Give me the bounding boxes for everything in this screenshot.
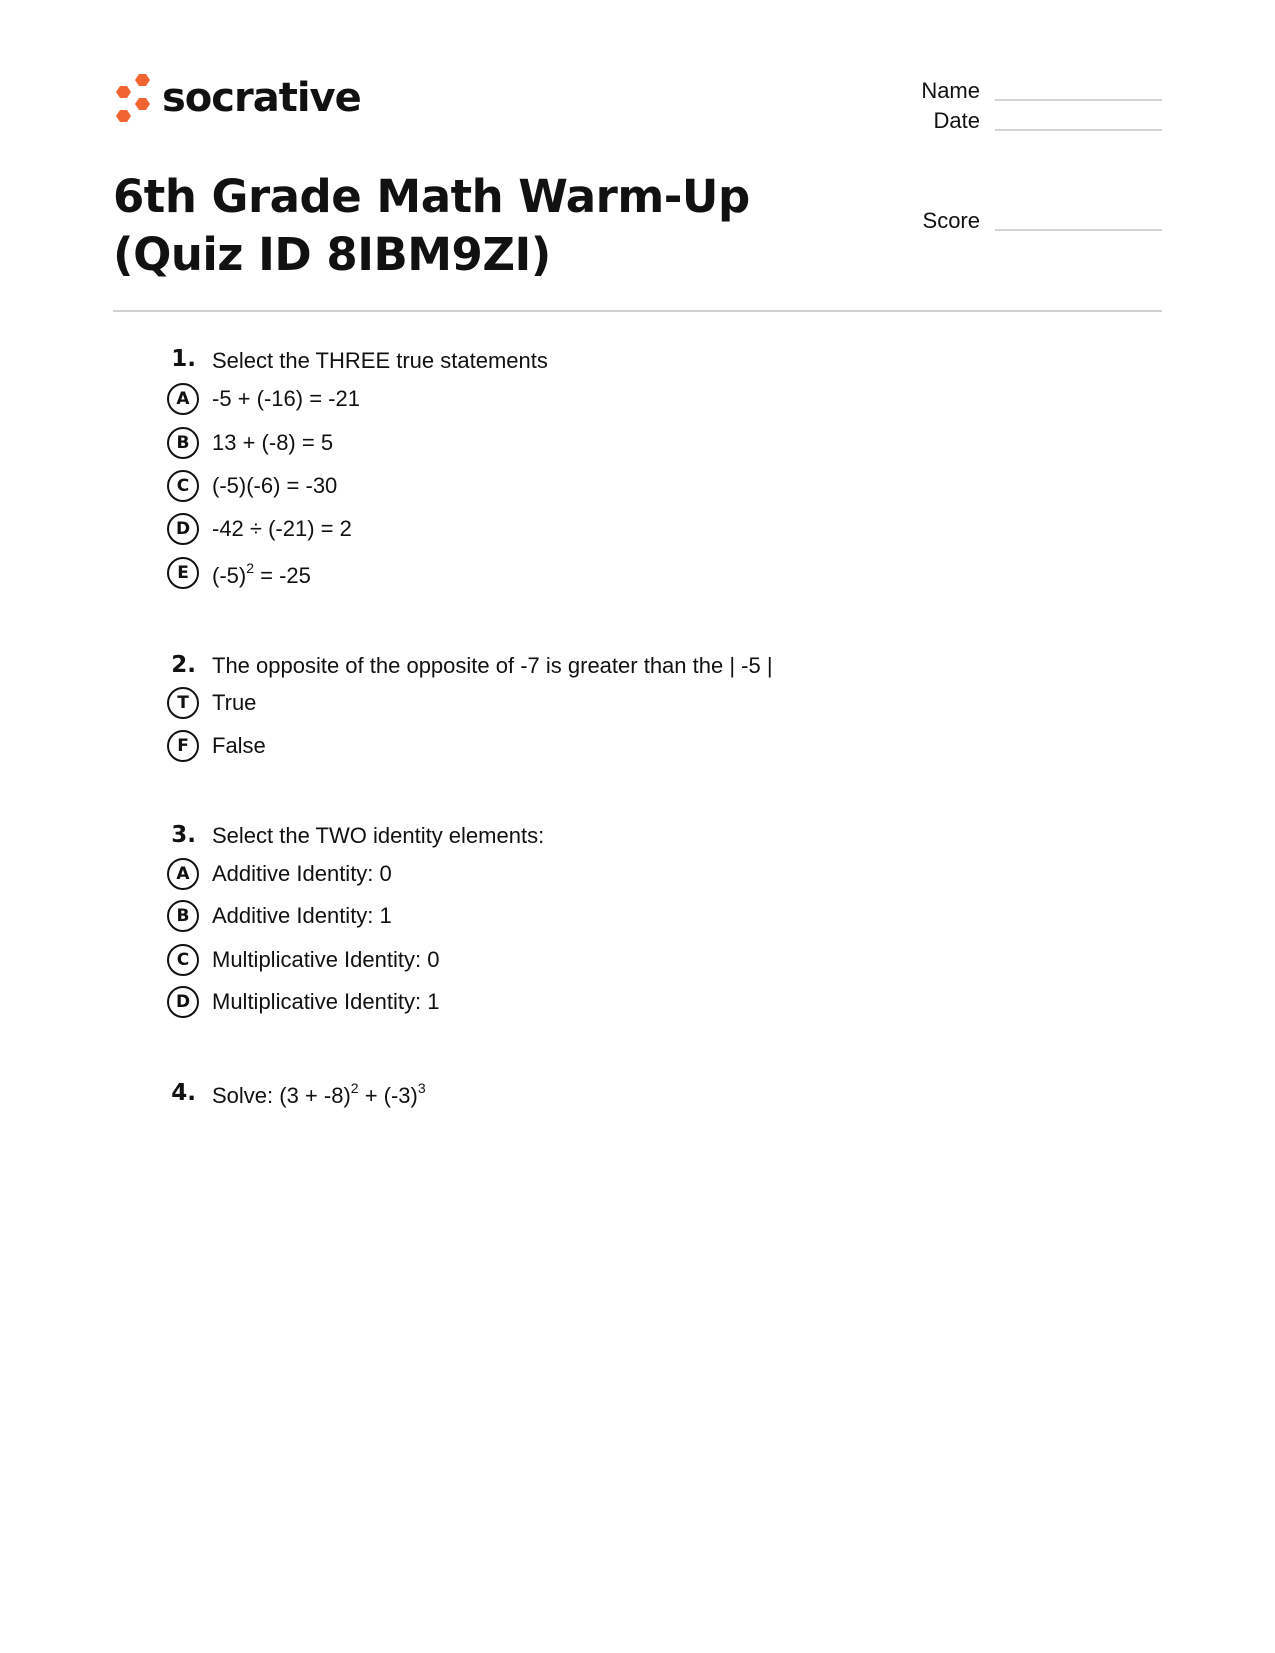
option-rest: = -25 xyxy=(254,563,311,588)
option-false[interactable] xyxy=(167,729,266,763)
option-letter-circle: F xyxy=(167,730,199,762)
option-letter-circle: E xyxy=(167,557,199,589)
option-b[interactable] xyxy=(167,899,392,933)
name-label: Name xyxy=(921,78,980,103)
brand-name: socrative xyxy=(162,75,361,121)
expr-part: Solve: (3 + -8) xyxy=(212,1083,351,1108)
question-text xyxy=(212,1080,426,1109)
option-letter-circle: A xyxy=(167,858,199,890)
option-letter-circle: C xyxy=(167,470,199,502)
expr-part: + (-3) xyxy=(358,1083,418,1108)
option-d[interactable] xyxy=(167,512,352,546)
date-label: Date xyxy=(933,108,980,133)
option-text xyxy=(212,560,311,589)
option-text: (-5)(-6) = -30 xyxy=(212,473,338,498)
option-letter-circle: B xyxy=(167,900,199,932)
score-label: Score xyxy=(922,208,980,233)
option-letter-circle: C xyxy=(167,944,199,976)
option-text: Additive Identity: 1 xyxy=(212,903,392,928)
exponent: 3 xyxy=(417,1080,426,1096)
option-c[interactable] xyxy=(167,943,439,977)
option-c[interactable] xyxy=(167,469,337,503)
name-field[interactable] xyxy=(995,99,1162,101)
socrative-logo-icon xyxy=(112,72,152,124)
question-text: Select the THREE true statements xyxy=(212,348,548,373)
option-text: False xyxy=(212,733,266,758)
option-text: -42 ÷ (-21) = 2 xyxy=(212,516,352,541)
option-letter-circle: D xyxy=(167,513,199,545)
option-letter-circle: A xyxy=(167,383,199,415)
question-number: 1. xyxy=(171,346,196,372)
exponent: 2 xyxy=(246,560,255,576)
option-letter-circle: D xyxy=(167,986,199,1018)
option-a[interactable] xyxy=(167,382,360,416)
date-field[interactable] xyxy=(995,129,1162,131)
option-letter-circle: T xyxy=(167,687,199,719)
option-text: Multiplicative Identity: 0 xyxy=(212,947,440,972)
option-d[interactable] xyxy=(167,985,439,1019)
score-field[interactable] xyxy=(995,229,1162,231)
option-text: -5 + (-16) = -21 xyxy=(212,386,360,411)
option-base: (-5) xyxy=(212,563,247,588)
question-text: The opposite of the opposite of -7 is greater than the | -5 | xyxy=(212,653,773,678)
question-number: 4. xyxy=(171,1080,196,1106)
option-text: Additive Identity: 0 xyxy=(212,861,392,886)
question-text: Select the TWO identity elements: xyxy=(212,823,545,848)
option-a[interactable] xyxy=(167,857,392,891)
option-text: 13 + (-8) = 5 xyxy=(212,430,334,455)
option-text: True xyxy=(212,690,257,715)
option-e[interactable] xyxy=(167,556,311,590)
option-b[interactable] xyxy=(167,426,333,460)
question-number: 2. xyxy=(171,652,196,678)
question-number: 3. xyxy=(171,822,196,848)
page-title: 6th Grade Math Warm-Up (Quiz ID 8IBM9ZI) xyxy=(113,170,750,281)
option-true[interactable] xyxy=(167,686,256,720)
option-letter-circle: B xyxy=(167,427,199,459)
divider xyxy=(113,310,1162,312)
exponent: 2 xyxy=(350,1080,359,1096)
option-text: Multiplicative Identity: 1 xyxy=(212,989,440,1014)
